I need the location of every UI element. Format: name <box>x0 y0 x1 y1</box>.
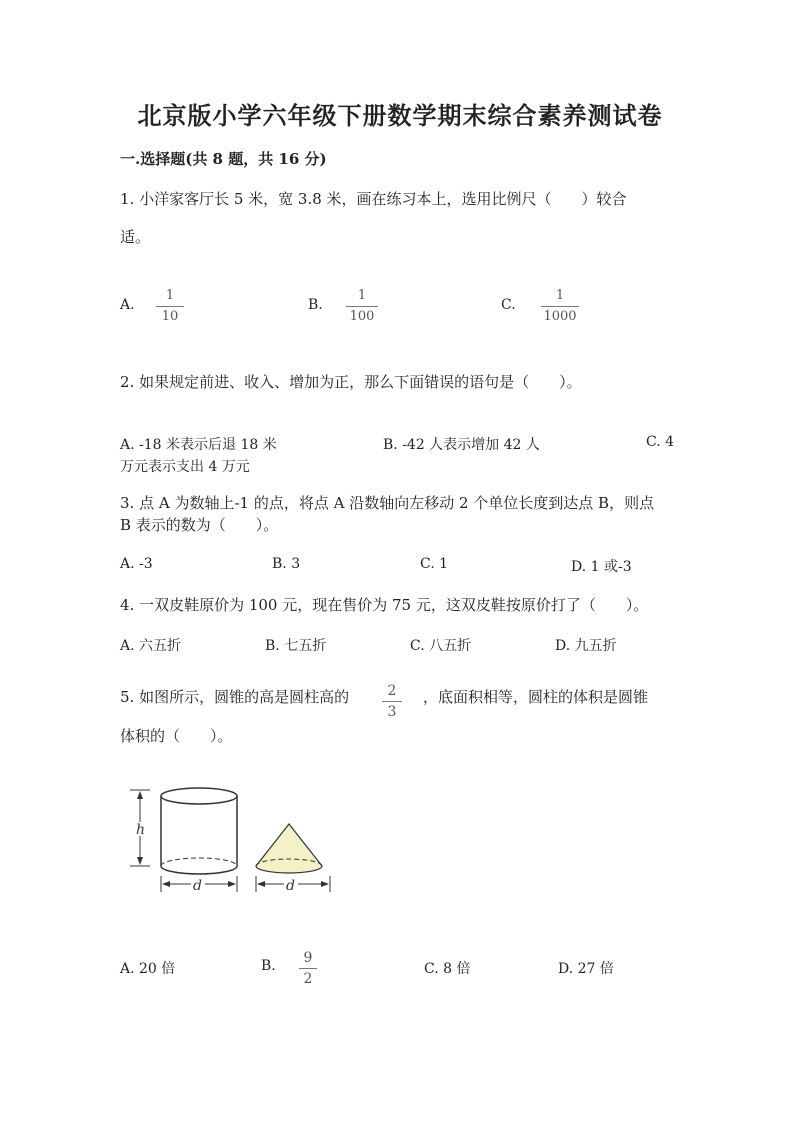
q4-option-a: A. 六五折 <box>120 638 182 654</box>
fraction-numerator: 2 <box>387 683 397 699</box>
q1-option-c-label: C. <box>501 297 516 313</box>
arrow-left-icon <box>257 881 265 887</box>
question-2-text: 2. 如果规定前进、收入、增加为正，那么下面错误的语句是（ ）。 <box>120 373 582 391</box>
height-label: h <box>136 822 146 838</box>
cone-diameter-label: d <box>286 878 295 894</box>
cylinder-top <box>161 788 237 804</box>
fraction-denominator: 3 <box>387 704 397 720</box>
cylinder-bottom-back <box>161 858 237 866</box>
q4-option-d: D. 九五折 <box>555 638 617 654</box>
section-heading: 一.选择题(共 8 题，共 16 分) <box>120 150 327 168</box>
question-5-text: 5. 如图所示，圆锥的高是圆柱高的 <box>120 688 350 706</box>
question-5-text-cont: 体积的（ ）。 <box>120 727 233 745</box>
fraction-numerator: 1 <box>555 288 565 303</box>
q1-option-b-fraction <box>346 289 378 324</box>
q5-option-d: D. 27 倍 <box>558 961 614 977</box>
q5-option-b-label: B. <box>261 958 276 974</box>
q2-option-b: B. -42 人表示增加 42 人 <box>383 437 540 453</box>
cylinder-diameter-label: d <box>193 878 202 894</box>
q1-option-a-fraction <box>156 289 184 324</box>
fraction-denominator: 100 <box>349 309 375 324</box>
fraction-bar <box>299 968 317 969</box>
q1-option-c-fraction <box>541 289 579 324</box>
q5-option-a: A. 20 倍 <box>120 961 176 977</box>
question-4-text: 4. 一双皮鞋原价为 100 元，现在售价为 75 元，这双皮鞋按原价打了（ ）。 <box>120 596 649 614</box>
question-5-text-after: ，底面积相等，圆柱的体积是圆锥 <box>423 688 649 706</box>
q3-option-b: B. 3 <box>272 556 301 572</box>
fraction-bar <box>156 306 184 307</box>
q2-option-a: A. -18 米表示后退 18 米 <box>120 437 277 453</box>
cone-body <box>256 824 322 873</box>
arrow-right-icon <box>321 881 329 887</box>
q2-option-c: C. 4 <box>646 434 675 450</box>
fraction-denominator: 10 <box>161 309 179 324</box>
fraction-bar <box>541 306 579 307</box>
fraction-bar <box>346 306 378 307</box>
q3-option-a: A. -3 <box>120 556 153 572</box>
arrow-left-icon <box>162 881 170 887</box>
page-title: 北京版小学六年级下册数学期末综合素养测试卷 <box>137 101 663 130</box>
fraction-numerator: 9 <box>303 950 313 966</box>
fraction-numerator: 1 <box>165 288 175 303</box>
arrow-right-icon <box>228 881 236 887</box>
q5-option-b-fraction <box>299 951 317 986</box>
q2-option-c-cont: 万元表示支出 4 万元 <box>120 459 250 475</box>
arrow-up-icon <box>137 791 143 799</box>
question-3-text-cont: B 表示的数为（ ）。 <box>120 516 279 534</box>
q5-option-c: C. 8 倍 <box>424 961 471 977</box>
fraction-denominator: 2 <box>303 971 313 987</box>
arrow-down-icon <box>137 857 143 865</box>
question-1-text: 1. 小洋家客厅长 5 米，宽 3.8 米，画在练习本上，选用比例尺（ ）较合 <box>120 190 627 208</box>
cylinder-bottom-front <box>161 866 237 874</box>
cylinder-cone-figure <box>125 780 340 900</box>
fraction-numerator: 1 <box>357 288 367 303</box>
q1-option-b-label: B. <box>308 297 323 313</box>
q4-option-c: C. 八五折 <box>410 638 472 654</box>
q3-option-c: C. 1 <box>420 556 449 572</box>
question-3-text: 3. 点 A 为数轴上-1 的点，将点 A 沿数轴向左移动 2 个单位长度到达点 B，则点 <box>120 494 655 512</box>
q5-fraction <box>382 684 402 719</box>
fraction-bar <box>382 701 402 702</box>
q4-option-b: B. 七五折 <box>265 638 327 654</box>
q1-option-a-label: A. <box>120 297 135 313</box>
q3-option-d: D. 1 或-3 <box>571 559 632 575</box>
question-1-text-cont: 适。 <box>120 228 151 246</box>
fraction-denominator: 1000 <box>543 309 577 324</box>
